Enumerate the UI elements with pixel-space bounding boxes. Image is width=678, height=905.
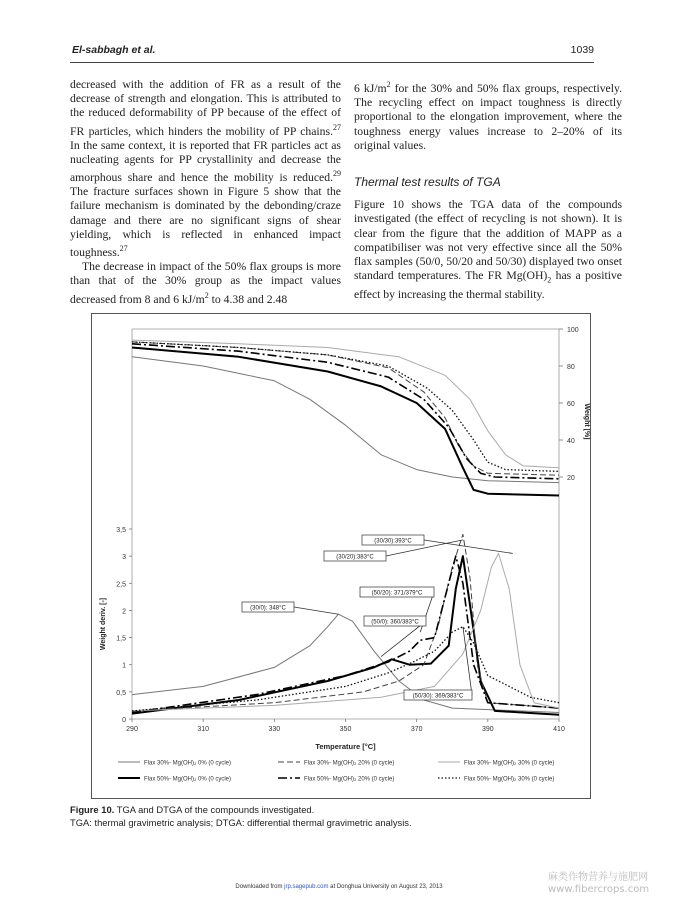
xtick-label: 370 [410,726,423,733]
section-title: Thermal test results of TGA [354,174,501,189]
x-axis-label: Temperature [°C] [315,742,376,751]
right-paragraph-2: Figure 10 shows the TGA data of the compounds investigated (the effect of recycling is not shown). It is clear from the figure that the addition of MAPP as a compatibiliser was not very effective since all the 50% flax samples (50/0, 50/20 and 50/30) displayed two onset standard temperatures. The FR $Mg(OH)_2$ has a positive effect by increasing the thermal stability. [354,198,622,301]
annotation-label-1: (30/30):393°C [374,538,412,545]
xtick-label: 330 [268,726,281,733]
dtga-ytick-label: 2,5 [116,581,126,589]
left-paragraph-2: The decrease in impact of the 50% flax groups is more than that of the 30% group as the impact values decreased from 8 and 6 $kJ/m^2$ to 4.38 and 2.48 [70,260,341,306]
citation-27: 27 [333,122,341,132]
dtga-ytick-label: 3,5 [116,527,126,534]
tga-series-line-3 [132,342,559,475]
tga-series-line-2 [132,348,559,496]
xtick-label: 410 [553,726,565,733]
figure-title: TGA and DTGA of the compounds investigated. [114,804,315,815]
tga-ytick-label: 60 [567,401,575,408]
annotation-label-2: (30/20):383°C [336,554,374,561]
tga-series-line-5 [132,340,559,468]
tga-dtga-chart [92,314,590,798]
journal-link[interactable]: jrp.sagepub.com [284,884,329,890]
tga-ytick-label: 100 [567,327,579,334]
legend-label-3: Flax 30%- Mg(OH)₂ 20% (0 cycle) [304,760,395,767]
dtga-ytick-label: 1,5 [116,635,126,643]
dtga-ylabel: Weight deriv. [-] [100,597,107,651]
tga-ytick-label: 40 [567,438,575,445]
figure-note: TGA: thermal gravimetric analysis; DTGA: differential thermal gravimetric analysis. [70,817,412,828]
xtick-label: 350 [339,726,352,733]
running-header-author: El-sabbagh et al. [72,44,156,56]
header-rule [70,62,594,63]
legend-label-5: Flax 30%- Mg(OH)₂ 30% (0 cycle) [464,760,555,767]
dtga-ytick-label: 0,5 [116,689,126,697]
download-footer: Downloaded from jrp.sagepub.com at Donghua University on August 23, 2013 [235,884,443,890]
watermark: 麻类作物营养与施肥网 www.fibercrops.com [548,872,650,895]
dtga-series-line-1 [132,614,559,712]
annotation-leader-1 [424,540,513,553]
left-paragraph-1: decreased with the addition of FR as a result of the decrease of strength and elongation. This is attributed to the reduced deformability of PP because of the effect of FR particles, which hinders the mobility of PP chains.$^{27}$ In the same context, it is reported that FR particles act as nucleating agents for PP crystallinity and decrease the amorphous share and hence the mobility is reduced.$^{29}$ The fracture surfaces shown in Figure 5 show that the failure mechanism is dominated by the debonding/craze damage and there are no significant signs of shear yielding, which is reflected in enhanced impact toughness.$^{27}$ [70,78,341,259]
annotation-leader-5 [294,607,338,614]
annotation-label-3: (50/20): 371/379°C [371,590,423,597]
dtga-ytick-label: 3 [122,554,126,562]
citation-29: 29 [333,169,341,179]
citation-27b: 27 [119,244,128,254]
dtga-series-line-6 [132,627,559,711]
figure-caption [70,803,412,829]
tga-series-line-4 [132,344,559,479]
legend-label-2: Flax 50%- Mg(OH)₂ 0% (0 cycle) [144,776,232,783]
figure-label: Figure 10. [70,804,115,815]
tga-ytick-label: 80 [567,364,575,371]
tga-ylabel: Weight [%] [583,403,590,440]
xtick-label: 310 [197,726,210,733]
dtga-ytick-label: 2 [122,608,126,616]
tga-series-line-6 [132,342,559,472]
legend-label-1: Flax 30%- Mg(OH)₂ 0% (0 cycle) [144,760,232,767]
tga-ytick-label: 20 [567,475,575,482]
legend-label-4: Flax 50%- Mg(OH)₂ 20% (0 cycle) [304,776,395,783]
page-number: 1039 [570,44,594,56]
left-column [70,78,341,307]
dtga-series-line-2 [132,556,559,715]
right-paragraph-1: 6 $kJ/m^2$ for the 30% and 50% flax groups, respectively. The recycling effect on impact toughness is directly proportional to the elongation improvement, where the toughness energy values increase to 2–20% of its original values. [354,80,622,152]
dtga-ytick-label: 0 [122,717,126,724]
dtga-ytick-label: 1 [122,662,126,670]
dtga-series-line-4 [132,556,559,712]
annotation-label-4: (50/0): 360/383°C [371,619,419,626]
xtick-label: 390 [481,726,494,733]
legend-label-6: Flax 50%- Mg(OH)₂ 30% (0 cycle) [464,776,555,783]
annotation-label-6: (50/30): 369/383°C [412,693,464,700]
xtick-label: 290 [126,726,138,733]
figure-10 [91,313,591,799]
right-column [354,78,622,302]
annotation-label-5: (30/0): 348°C [250,605,286,612]
